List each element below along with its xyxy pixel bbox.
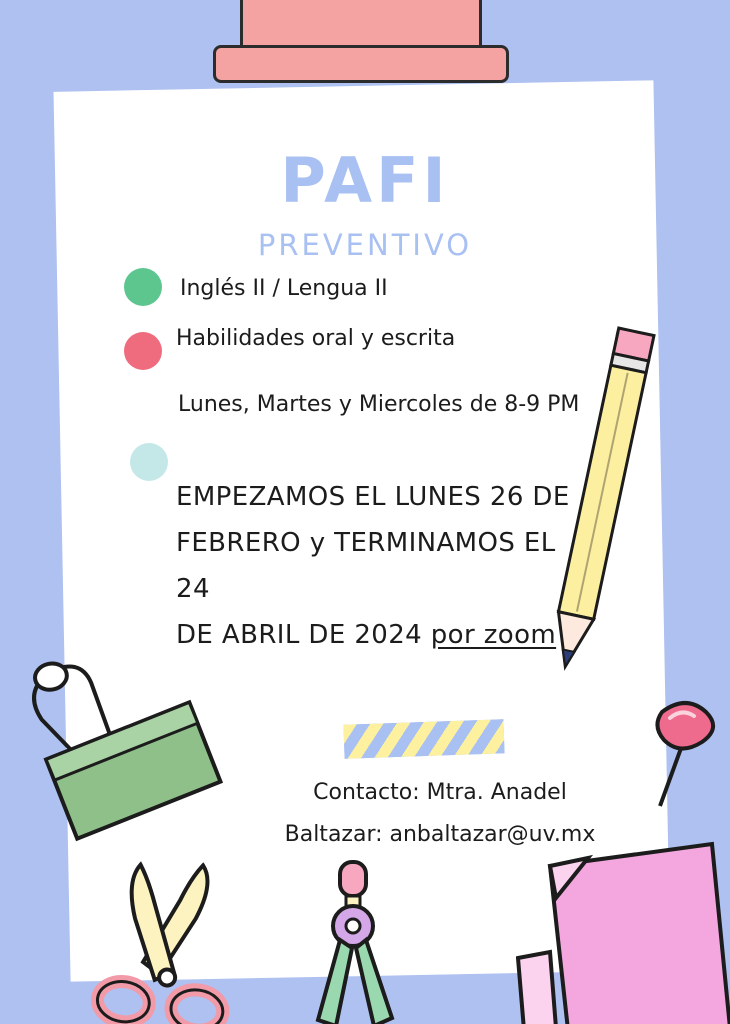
washi-tape-stripes (343, 719, 504, 759)
page-subtitle: PREVENTIVO (257, 228, 473, 262)
contact-line-2: Baltazar: anbaltazar@uv.mx (284, 822, 596, 847)
clip-base (213, 45, 509, 83)
pink-paper-icon (516, 840, 730, 1024)
push-pin-icon (640, 694, 730, 814)
washi-tape-icon (343, 719, 504, 759)
announcement-line-1: EMPEZAMOS EL LUNES 26 DE (176, 482, 570, 512)
bullet-dot-pink (124, 332, 162, 370)
contact-line-1: Contacto: Mtra. Anadel (313, 780, 567, 805)
course-line-1: Inglés II / Lengua II (180, 276, 388, 301)
bullet-dot-green (124, 268, 162, 306)
scissors-icon (88, 856, 258, 1024)
compass-icon (296, 860, 426, 1024)
binder-clip-top-icon (213, 0, 513, 140)
binder-clip-icon (30, 650, 230, 870)
announcement-block (176, 474, 596, 658)
announcement-line-3-prefix: DE ABRIL DE 2024 (176, 620, 431, 650)
course-line-2: Habilidades oral y escrita (176, 326, 456, 351)
schedule-line: Lunes, Martes y Miercoles de 8-9 PM (178, 392, 580, 417)
announcement-line-2: FEBRERO y TERMINAMOS EL 24 (176, 528, 556, 604)
announcement-line-3 (176, 612, 596, 658)
bullet-dot-blue (130, 443, 168, 481)
page-title: PAFI (280, 144, 450, 217)
announcement-zoom-note: por zoom (430, 620, 557, 650)
